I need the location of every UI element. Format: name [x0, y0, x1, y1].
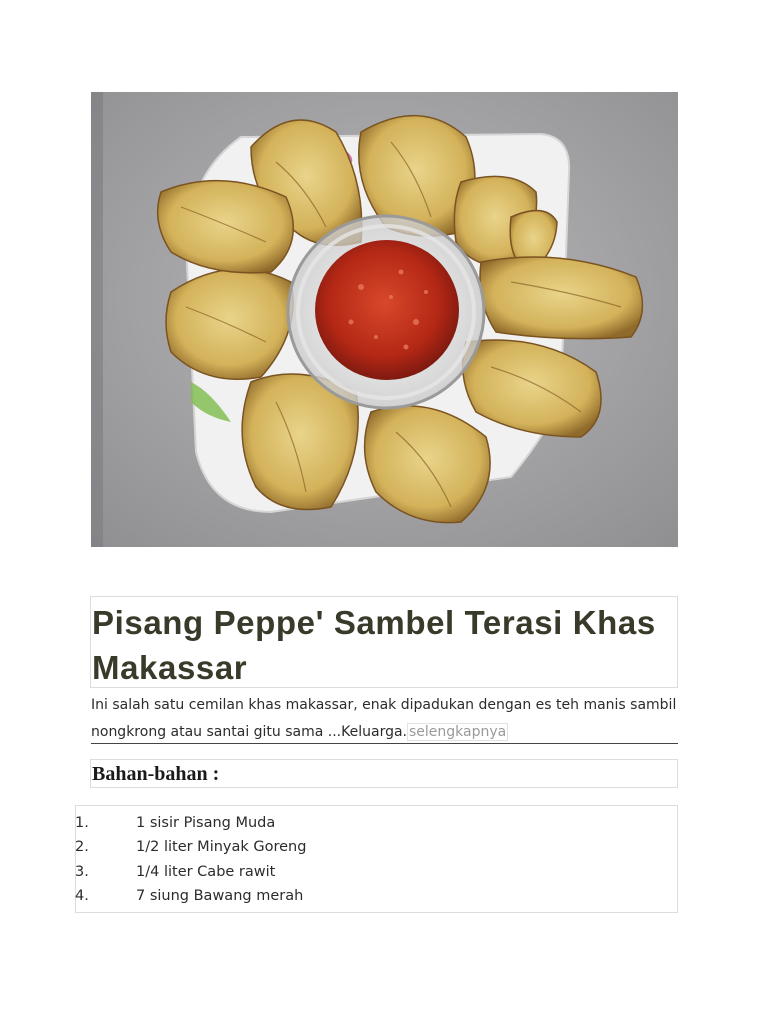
list-item-text: 1/4 liter Cabe rawit [136, 863, 276, 880]
recipe-description [91, 692, 681, 746]
description-underline [91, 743, 678, 744]
recipe-photo [91, 92, 678, 547]
list-item-number: 1. [75, 815, 89, 831]
read-more-link[interactable]: selengkapnya [409, 724, 507, 740]
list-item-text: 1 sisir Pisang Muda [136, 815, 276, 831]
list-item [75, 811, 306, 835]
ingredients-heading: Bahan-bahan : [92, 763, 220, 785]
list-item-number: 3. [75, 863, 89, 880]
list-item [75, 884, 306, 908]
ingredients-list [75, 811, 306, 908]
list-item-text: 1/2 liter Minyak Goreng [136, 839, 307, 856]
list-item [75, 835, 306, 859]
list-item-number: 4. [75, 887, 89, 904]
list-item [75, 860, 306, 884]
list-item-number: 2. [75, 839, 89, 856]
description-text: Ini salah satu cemilan khas makassar, enak dipadukan dengan es teh manis sambil nongkrong atau santai gitu sama ...Keluarga. [91, 697, 677, 740]
list-item-text: 7 siung Bawang merah [136, 887, 304, 904]
recipe-title: Pisang Peppe' Sambel Terasi Khas Makassar [92, 604, 656, 686]
